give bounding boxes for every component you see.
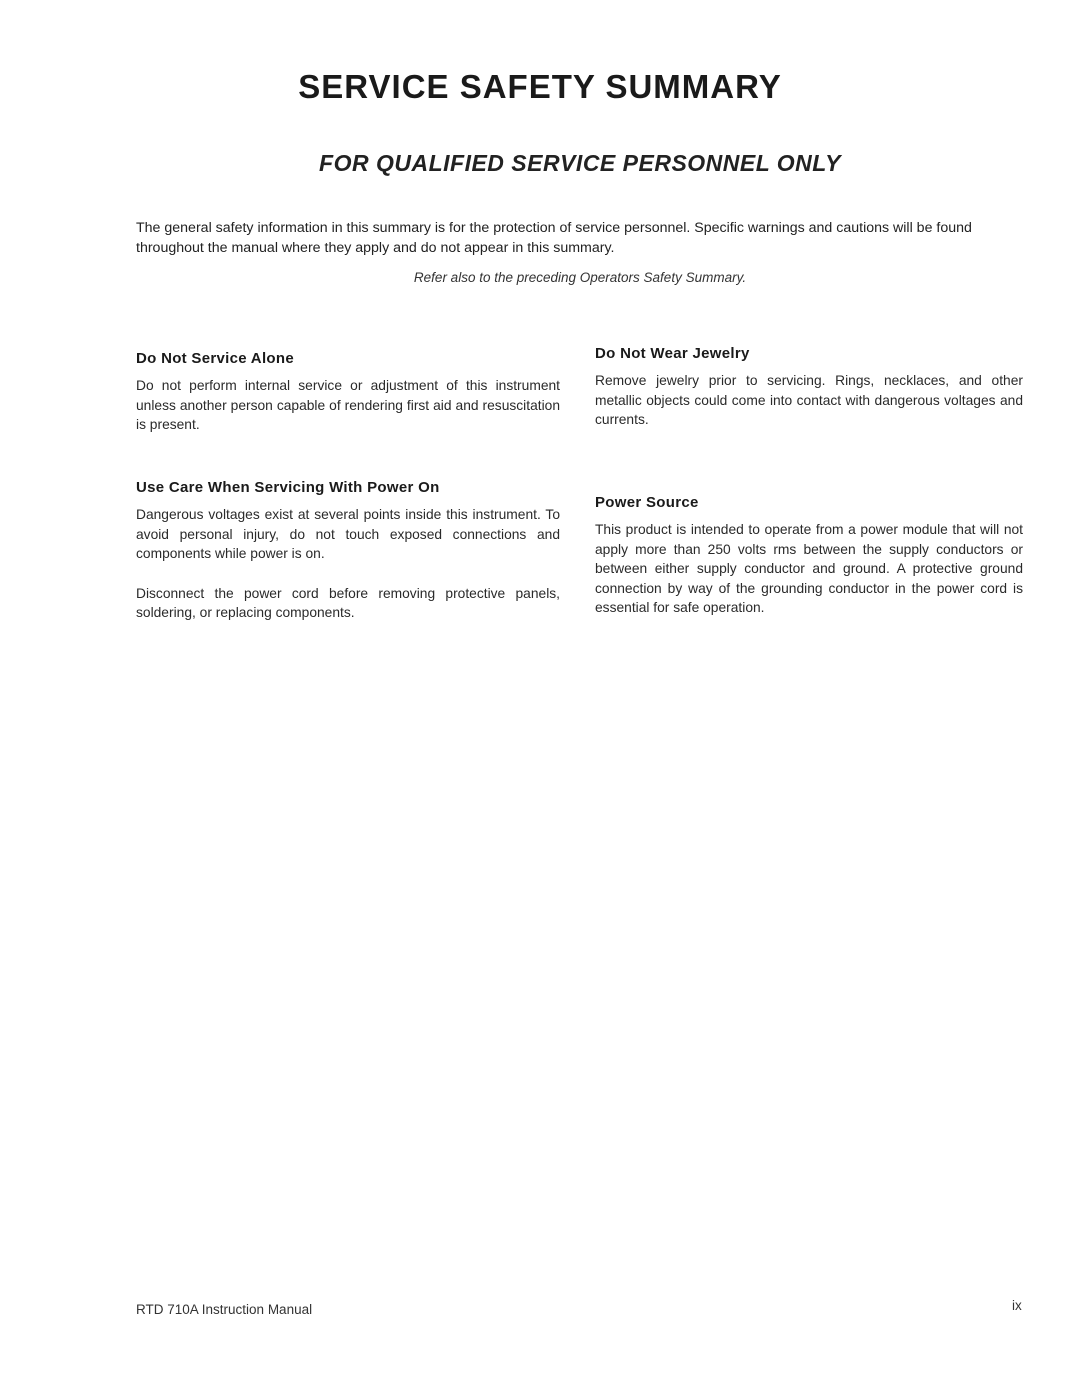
section-heading: Power Source (595, 494, 699, 511)
section-do-not-wear-jewelry (595, 345, 1023, 430)
section-heading: Do Not Service Alone (136, 350, 294, 367)
refer-note: Refer also to the preceding Operators Safety Summary. (413, 270, 747, 285)
section-heading: Use Care When Servicing With Power On (136, 479, 440, 496)
section-body: Do not perform internal service or adjustment of this instrument unless another person capable of rendering first aid and resuscitation is present. (136, 378, 560, 432)
section-body: Dangerous voltages exist at several points inside this instrument. To avoid personal injury, do not touch exposed connections and components while power is on. (136, 507, 560, 561)
page-subtitle: FOR QUALIFIED SERVICE PERSONNEL ONLY (319, 150, 841, 176)
page-title: SERVICE SAFETY SUMMARY (298, 68, 782, 105)
section-body-2: Disconnect the power cord before removing protective panels, soldering, or replacing components. (136, 585, 560, 620)
section-use-care-power-on (136, 479, 560, 623)
footer-page-number: ix (1012, 1298, 1022, 1313)
intro-paragraph: The general safety information in this summary is for the protection of service personnel. Specific warnings and cautions will be found throughout the manual where they apply and do not appear in this summary. (136, 220, 972, 256)
section-body: This product is intended to operate from a power module that will not apply more than 250 volts rms between the supply conductors or between either supply conductor and ground. A protective ground connection by way of the grounding conductor in the power cord is essential for safe operation. (595, 522, 1023, 615)
section-do-not-service-alone (136, 350, 560, 435)
section-body: Remove jewelry prior to servicing. Rings, necklaces, and other metallic objects could come into contact with dangerous voltages and currents. (595, 373, 1023, 427)
section-heading: Do Not Wear Jewelry (595, 345, 750, 362)
footer-manual-name: RTD 710A Instruction Manual (136, 1302, 313, 1317)
section-power-source (595, 494, 1023, 618)
